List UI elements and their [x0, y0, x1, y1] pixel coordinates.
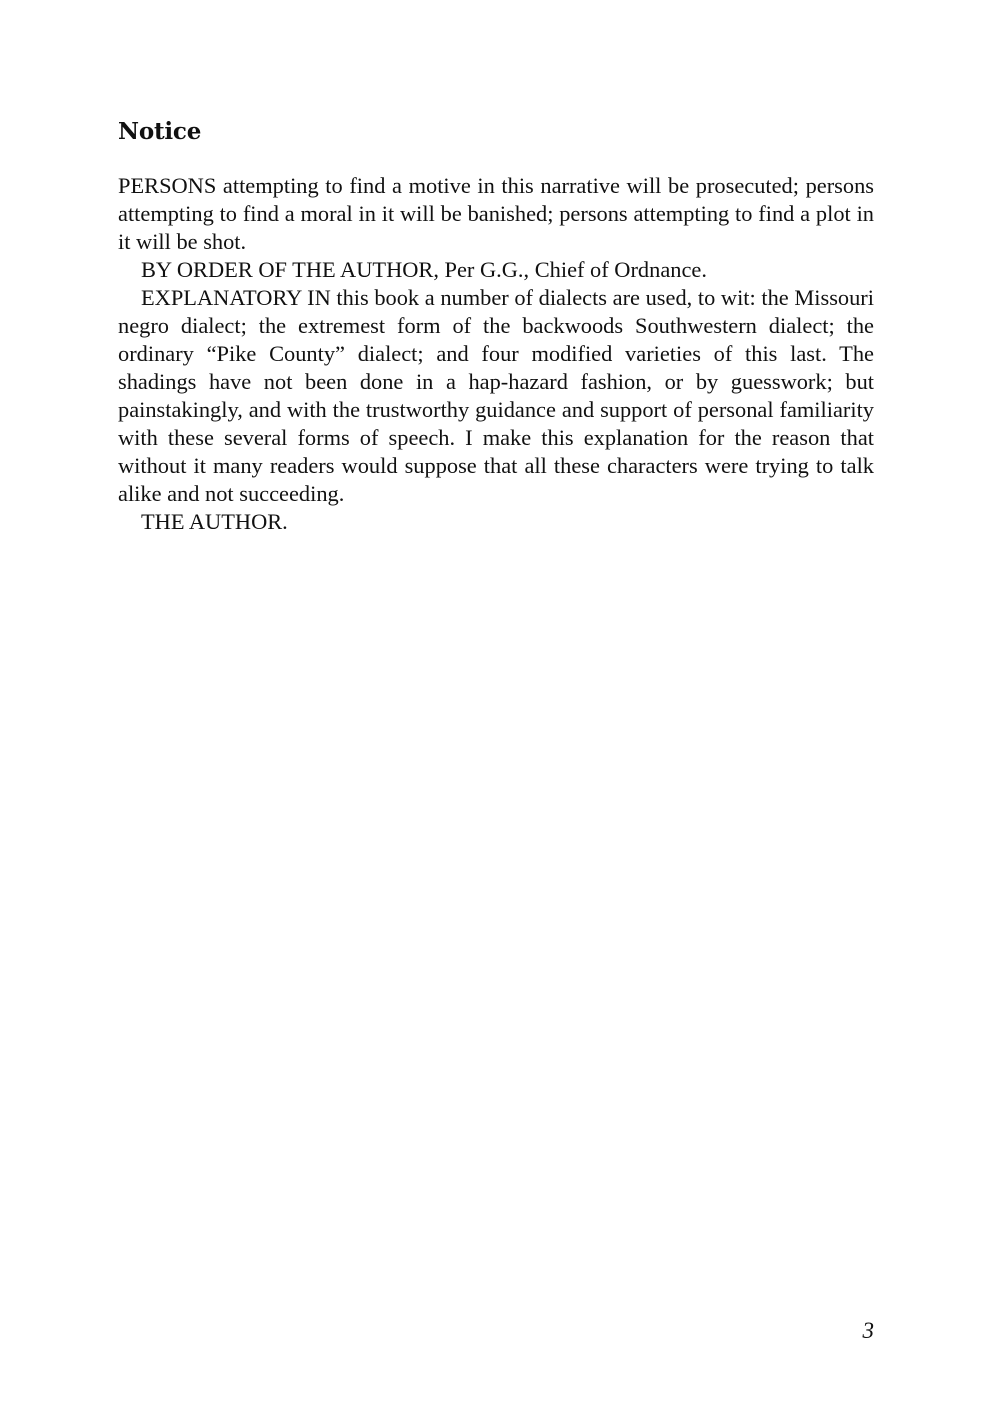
page-heading: Notice: [118, 118, 202, 145]
paragraph-order: BY ORDER OF THE AUTHOR, Per G.G., Chief of Ordnance.: [141, 257, 707, 282]
page-number: 3: [862, 1318, 874, 1343]
paragraph-warning: PERSONS attempting to find a motive in this narrative will be prosecuted; persons attempting to find a moral in it will be banished; persons attempting to find a plot in it will be shot.: [118, 173, 874, 254]
paragraph-signature: THE AUTHOR.: [141, 509, 288, 534]
notice-body: [118, 172, 874, 536]
paragraph-explanatory: EXPLANATORY IN this book a number of dialects are used, to wit: the Missouri negro dialect; the extremest form of the backwoods Southwestern dialect; the ordinary “Pike County” dialect; and four modified varieties of this last. The shadings have not been done in a hap-hazard fashion, or by guesswork; but painstakingly, and with the trustworthy guidance and support of personal familiarity with these several forms of speech. I make this explanation for the reason that without it many readers would suppose that all these characters were trying to talk alike and not succeeding.: [118, 285, 874, 506]
